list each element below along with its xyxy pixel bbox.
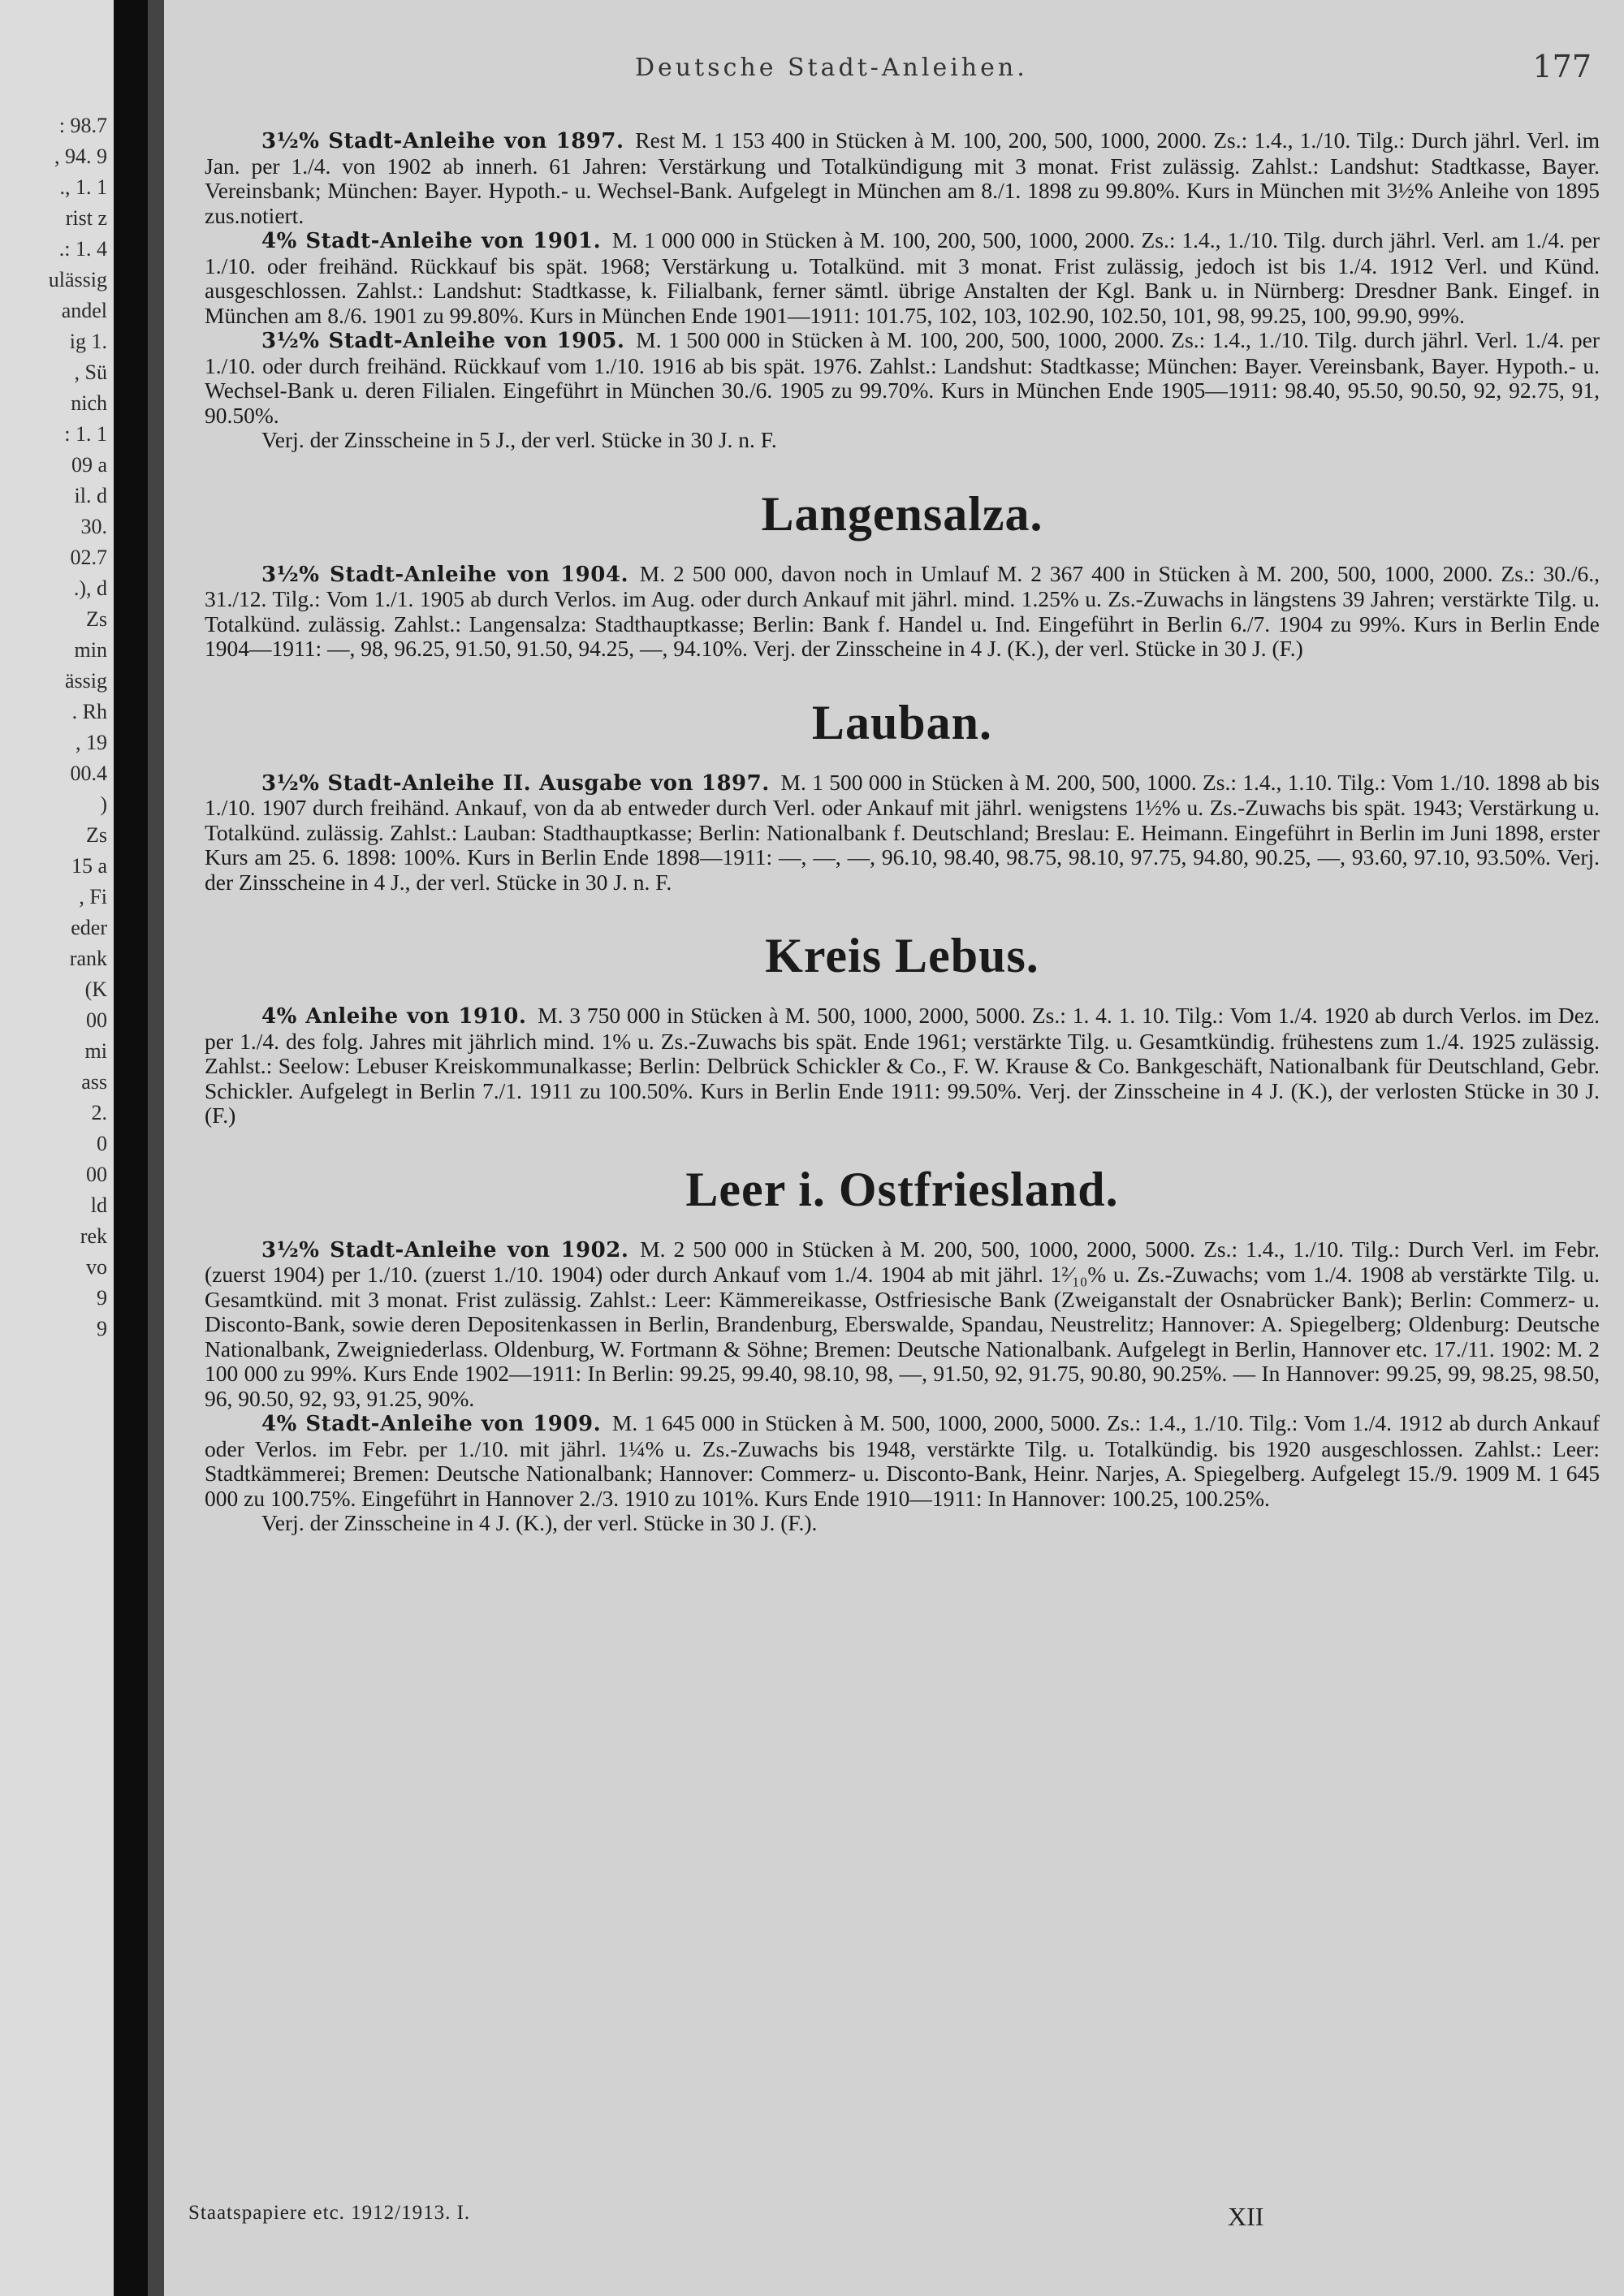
fragment-line: rist z [65, 206, 107, 230]
fragment-line: . Rh [71, 700, 107, 723]
loan-heading: 3½% Stadt-Anleihe von 1897. [261, 129, 624, 153]
fragment-line: ) [100, 792, 107, 816]
fragment-line: : 1. 1 [64, 422, 107, 446]
loan-details: M. 2 500 000, davon noch in Umlauf M. 2 367 400 in Stücken à M. 200, 500, 1000, 2000. Zs.: 30./6., 31./12. Tilg.: Vom 1./1. 1905 ab durch Verlos. im Aug. oder durch Ankauf mit jährl. mind. 1.25% u. Zs.-Zuwachs in längstens 39 Jahren; verstärkte Tilg. u. Totalkünd. zulässig. Zahlst.: Langensalza: Stadthauptkasse; Berlin: Bank f. Handel u. Ind. Eingeführt in Berlin 6./7. 1904 zu 99%. Kurs in Berlin Ende 1904—1911: —, 98, 96.25, 91.50, 91.50, 94.25, —, 94.10%. Verj. der Zinsscheine in 4 J. (K.), der verl. Stücke in 30 J. (F.) [205, 560, 1600, 661]
fragment-line: rank [69, 947, 107, 970]
loan-entry [205, 770, 1600, 896]
fragment-line: 09 a [71, 453, 107, 477]
fragment-line: ässig [65, 669, 107, 693]
document-page [164, 0, 1624, 2296]
fragment-line: , Sü [74, 360, 107, 384]
loan-details: Rest M. 1 153 400 in Stücken à M. 100, 200, 500, 1000, 2000. Zs.: 1.4., 1./10. Tilg.: Durch jährl. Verl. im Jan. per 1./4. von 1902 ab innerh. 61 Jahren: Verstärkung und Totalkündigung mit 3 monat. Frist zulässig. Zahlst.: Landshut: Stadtkasse, Bayer. Vereinsbank; München: Bayer. Hypoth.- u. Wechsel-Bank. Aufgelegt in München am 8./1. 1898 zu 99.80%. Kurs in München mit 3½% Anleihe von 1895 zus.notiert. [205, 127, 1600, 228]
loan-heading: 3½% Stadt-Anleihe von 1905. [261, 329, 625, 353]
fragment-line: 30. [80, 515, 107, 538]
city-heading: Kreis Lebus. [765, 929, 1039, 982]
fragment-line: eder [71, 916, 107, 939]
city-heading: Leer i. Ostfriesland. [685, 1162, 1119, 1216]
fragment-line: Zs [86, 607, 107, 631]
loan-details: M. 1 000 000 in Stücken à M. 100, 200, 500, 1000, 2000. Zs.: 1.4., 1./10. Tilg. durch jährl. Verl. am 1./4. per 1./10. oder freihänd. Rückkauf bis spät. 1968; Verstärkung u. Totalkünd. mit 3 monat. Frist zulässig, jedoch ist bis 1./4. 1912 Verl. und Künd. ausgeschlossen. Zahlst.: Landshut: Stadtkasse, k. Filialbank, ferner sämtl. übrige Anstalten der Kgl. Bank u. in Nürnberg: Dresdner Bank. Eingef. in München am 8./6. 1901 zu 99.80%. Kurs in München Ende 1901—1911: 101.75, 102, 103, 102.90, 102.50, 101, 98, 99.25, 100, 99.90, 99%. [205, 227, 1600, 328]
fragment-line: 00.4 [70, 762, 107, 785]
fragment-line: 9 [97, 1317, 107, 1340]
loan-entry [205, 328, 1600, 428]
fragment-line: nich [71, 391, 107, 415]
loan-heading: 4% Stadt-Anleihe von 1909. [261, 1412, 602, 1436]
loan-heading: 4% Anleihe von 1910. [261, 1004, 527, 1029]
footer-signature: Staatspapiere etc. 1912/1913. I. [188, 2202, 471, 2224]
fragment-line: min [74, 638, 107, 662]
fragment-line: , 94. 9 [54, 145, 107, 168]
loan-details: M. 1 500 000 in Stücken à M. 200, 500, 1000. Zs.: 1.4., 1.10. Tilg.: Vom 1./10. 1898 ab bis 1./10. 1907 durch freihänd. Ankauf, von da ab entweder durch Verl. oder Ankauf mit jährl. wenigstens 1½% u. Zs.-Zuwachs bis spät. 1943; Verstärkung u. Totalkünd. zulässig. Zahlst.: Lauban: Stadthauptkasse; Berlin: Nationalbank f. Deutschland; Breslau: E. Heimann. Eingeführt in Berlin im Juni 1898, erster Kurs am 25. 6. 1898: 100%. Kurs in Berlin Ende 1898—1911: —, —, —, 96.10, 98.40, 98.75, 98.10, 97.75, 94.80, 90.25, —, 93.60, 97.10, 93.50%. Verj. der Zinsscheine in 4 J., der verl. Stücke in 30 J. n. F. [205, 769, 1600, 895]
loan-heading: 3½% Stadt-Anleihe von 1902. [261, 1237, 629, 1262]
loan-entry [205, 1003, 1600, 1129]
fragment-line: , 19 [76, 731, 107, 754]
fragment-line: 00 [86, 1163, 107, 1186]
fragment-line: 02.7 [70, 546, 107, 569]
loan-entry [205, 1237, 1600, 1412]
fragment-line: ass [81, 1070, 107, 1094]
footer-sheet-number: XII [1228, 2202, 1264, 2231]
previous-page-fragment [0, 0, 114, 2296]
fragment-line: Zs [86, 823, 107, 847]
fragment-line: (K [84, 978, 107, 1001]
loan-entry [205, 1411, 1600, 1511]
fragment-line: 15 a [71, 854, 107, 878]
gutter-shadow [148, 0, 164, 2296]
fragment-line: ., 1. 1 [59, 175, 107, 199]
fragment-line: ig 1. [69, 330, 107, 353]
fragment-line: ulässig [48, 268, 107, 291]
prescription-note: Verj. der Zinsscheine in 5 J., der verl. Stücke in 30 J. n. F. [261, 427, 777, 452]
fragment-line: 2. [91, 1101, 107, 1124]
fragment-line: andel [61, 299, 107, 322]
running-head: Deutsche Stadt-Anleihen. [635, 54, 1028, 82]
loan-details: M. 2 500 000 in Stücken à M. 200, 500, 1000, 2000, 5000. Zs.: 1.4., 1./10. Tilg.: Durch Verl. im Febr. (zuerst 1904) per 1./10. (zuerst 1./10. 1904) oder durch Ankauf vom 1./4. 1904 ab mit jährl. 1²⁄₁₀% u. Zs.-Zuwachs; vom 1./4. 1908 ab verstärkte Tilg. u. Gesamtkünd. mit 3 monat. Frist zulässig. Zahlst.: Leer: Kämmereikasse, Ostfriesische Bank (Zweiganstalt der Osnabrücker Bank); Berlin: Commerz- u. Disconto-Bank, sowie deren Depositenkassen in Berlin, Brandenburg, Eberswalde, Spandau, Neustrelitz; Hannover: A. Spiegelberg; Oldenburg: Deutsche Nationalbank, Zweigniederlass. Oldenburg, W. Fortmann & Söhne; Bremen: Deutsche Nationalbank. Aufgelegt in Berlin, Hannover etc. 17./11. 1902: M. 2 100 000 zu 99%. Kurs Ende 1902—1911: In Berlin: 99.25, 99.40, 98.10, 98, —, 91.50, 92, 91.75, 90.80, 90.25%. — In Hannover: 99.25, 99, 98.25, 98.50, 96, 90.50, 92, 93, 91.25, 90%. [205, 1236, 1600, 1411]
fragment-line: 9 [97, 1286, 107, 1310]
fragment-line: : 98.7 [58, 114, 107, 137]
fragment-line: .), d [73, 576, 107, 600]
fragment-line: 0 [97, 1132, 107, 1155]
fragment-line: ld [90, 1193, 107, 1217]
loan-details: M. 1 645 000 in Stücken à M. 500, 1000, 2000, 5000. Zs.: 1.4., 1./10. Tilg.: Vom 1./4. 1912 ab durch Ankauf oder Verlos. im Febr. per 1./10. mit jährl. 1¼% u. Zs.-Zuwachs bis 1948, verstärkte Tilg. u. Totalkündig. bis 1920 ausgeschlossen. Zahlst.: Leer: Stadtkämmerei; Bremen: Deutsche Nationalbank; Hannover: Commerz- u. Disconto-Bank, Heinr. Narjes, A. Spiegelberg. Aufgelegt 15./9. 1909 M. 1 645 000 zu 100.75%. Eingeführt in Hannover 2./3. 1910 zu 101%. Kurs Ende 1910—1911: In Hannover: 100.25, 100.25%. [205, 1410, 1600, 1511]
fragment-line: il. d [74, 484, 107, 507]
loan-heading: 3½% Stadt-Anleihe II. Ausgabe von 1897. [261, 770, 770, 796]
city-heading: Lauban. [811, 695, 993, 749]
fragment-line: mi [84, 1039, 107, 1063]
page-number: 177 [1532, 49, 1592, 84]
fragment-line: 00 [86, 1008, 107, 1032]
city-heading: Langensalza. [761, 486, 1043, 541]
loan-heading: 3½% Stadt-Anleihe von 1904. [261, 562, 629, 587]
page-content [205, 128, 1600, 1536]
loan-entry [205, 562, 1600, 662]
loan-entry [205, 128, 1600, 228]
prescription-note: Verj. der Zinsscheine in 4 J. (K.), der verl. Stücke in 30 J. (F.). [261, 1510, 818, 1535]
loan-details: M. 1 500 000 in Stücken à M. 100, 200, 500, 1000, 2000. Zs.: 1.4., 1./10. Tilg. durch jährl. Verl. 1./4. per 1./10. oder durch freihänd. Rückkauf vom 1./10. 1916 ab bis spät. 1976. Zahlst.: Landshut: Stadtkasse; München: Bayer. Vereinsbank, Bayer. Hypoth.- u. Wechsel-Bank u. deren Filialen. Eingeführt in München 30./6. 1905 zu 99.70%. Kurs in München Ende 1905—1911: 98.40, 95.50, 90.50, 92, 92.75, 91, 90.50%. [205, 327, 1600, 428]
fragment-line: vo [86, 1255, 107, 1279]
loan-entry [205, 228, 1600, 328]
loan-details: M. 3 750 000 in Stücken à M. 500, 1000, 2000, 5000. Zs.: 1. 4. 1. 10. Tilg.: Vom 1./4. 1920 ab durch Verlos. im Dez. per 1./4. des folg. Jahres mit jährlich mind. 1% u. Zs.-Zuwachs bis spät. Ende 1961; verstärkte Tilg. u. Gesamtkündig. frühestens zum 1./4. 1925 zulässig. Zahlst.: Seelow: Lebuser Kreiskommunalkasse; Berlin: Delbrück Schickler & Co., F. W. Krause & Co. Bankgeschäft, Nationalbank für Deutschland, Gebr. Schickler. Aufgelegt in Berlin 7./1. 1911 zu 100.50%. Kurs in Berlin Ende 1911: 99.50%. Verj. der Zinsscheine in 4 J. (K.), der verlosten Stücke in 30 J. (F.) [205, 1003, 1600, 1128]
loan-heading: 4% Stadt-Anleihe von 1901. [261, 229, 602, 253]
fragment-line: .: 1. 4 [58, 237, 107, 261]
fragment-line: rek [80, 1224, 107, 1248]
fragment-line: , Fi [79, 885, 107, 908]
